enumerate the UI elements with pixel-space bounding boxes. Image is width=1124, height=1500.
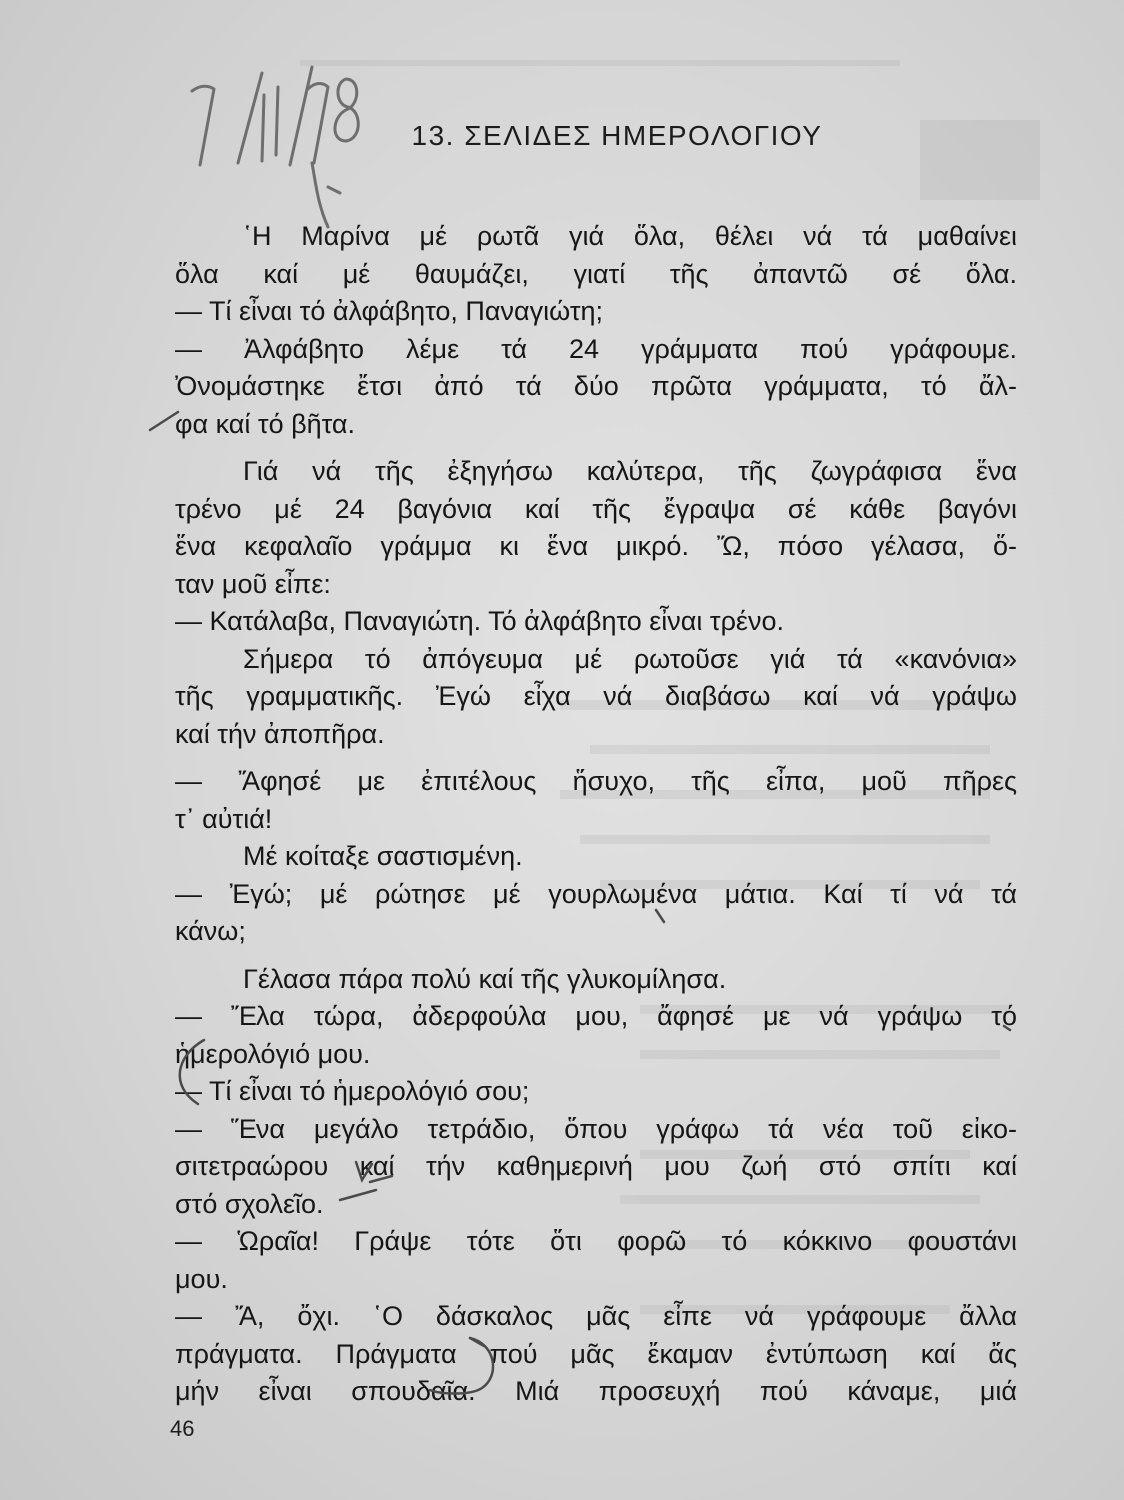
text-line: ταν μοῦ εἶπε:	[175, 568, 331, 599]
text-line: — Ἄ, ὄχι. ῾Ο δάσκαλος μᾶς εἶπε νά γράφουμε ἄλλα	[175, 1301, 1017, 1331]
text-line: πράγματα. Πράγματα πού μᾶς ἔκαμαν ἐντύπωση καί ἄς	[175, 1338, 1017, 1369]
text-line: — Τί εἶναι τό ἀλφάβητο, Παναγιώτη;	[175, 296, 604, 326]
text-line: Μέ κοίταξε σαστισμένη.	[243, 841, 523, 871]
page-number: 46	[170, 1416, 195, 1441]
page-body-text	[175, 218, 1017, 1411]
text-line: καί τήν ἀποπῆρα.	[175, 718, 385, 749]
text-line: Γιά νά τῆς ἐξηγήσω καλύτερα, τῆς ζωγράφισα ἕνα	[243, 456, 1017, 486]
text-line: στό σχολεῖο.	[175, 1188, 324, 1219]
text-line: — Ἄφησέ με ἐπιτέλους ἥσυχο, τῆς εἶπα, μοῦ πῆρες	[175, 766, 1017, 796]
text-line: — Τί εἶναι τό ἡμερολόγιό σου;	[175, 1076, 530, 1106]
text-line: ὅλα καί μέ θαυμάζει, γιατί τῆς ἀπαντῶ σέ ὅλα.	[175, 258, 1017, 289]
text-line: Σήμερα τό ἀπόγευμα μέ ρωτοῦσε γιά τά «κανόνια»	[243, 643, 1017, 674]
text-line: — Ἐγώ; μέ ρώτησε μέ γουρλωμένα μάτια. Καί τί νά τά	[175, 878, 1017, 909]
text-line: — Ὡραῖα! Γράψε τότε ὅτι φορῶ τό κόκκινο φουστάνι	[175, 1226, 1017, 1256]
text-line: μήν εἶναι σπουδαῖα. Μιά προσευχή πού κάναμε, μιά	[175, 1376, 1017, 1406]
text-line: Ὀνομάστηκε ἔτσι ἀπό τά δύο πρῶτα γράμματα, τό ἄλ-	[175, 371, 1017, 401]
text-line: — Ἔλα τώρα, ἀδερφούλα μου, ἄφησέ με νά γράψω τό	[175, 1001, 1017, 1031]
text-line: κάνω;	[175, 916, 246, 946]
text-line: ἕνα κεφαλαῖο γράμμα κι ἕνα μικρό. Ὤ, πόσο γέλασα, ὅ-	[175, 531, 1017, 561]
text-line: μου.	[175, 1263, 228, 1294]
text-line: σιτετραώρου καί τήν καθημερινή μου ζωή στό σπίτι καί	[175, 1151, 1017, 1181]
text-line: ῾Η Μαρίνα μέ ρωτᾶ γιά ὅλα, θέλει νά τά μαθαίνει	[243, 221, 1017, 251]
text-line: τῆς γραμματικῆς. Ἐγώ εἶχα νά διαβάσω καί νά γράψω	[175, 681, 1017, 711]
text-line: ἡμερολόγιό μου.	[175, 1038, 371, 1069]
text-line: τρένο μέ 24 βαγόνια καί τῆς ἔγραψα σέ κάθε βαγόνι	[175, 493, 1017, 524]
text-line: — Κατάλαβα, Παναγιώτη. Τό ἀλφάβητο εἶναι τρένο.	[175, 606, 784, 636]
chapter-title: 13. ΣΕΛΙΔΕΣ ΗΜΕΡΟΛΟΓΙΟΥ	[411, 120, 823, 151]
text-line: — Ἕνα μεγάλο τετράδιο, ὅπου γράφω τά νέα τοῦ εἰκο-	[175, 1113, 1017, 1144]
text-line: φα καί τό βῆτα.	[175, 408, 356, 439]
text-line: τ᾿ αὐτιά!	[175, 803, 273, 834]
text-line: Γέλασα πάρα πολύ καί τῆς γλυκομίλησα.	[243, 963, 727, 994]
text-line: — Ἀλφάβητο λέμε τά 24 γράμματα πού γράφουμε.	[175, 333, 1017, 364]
